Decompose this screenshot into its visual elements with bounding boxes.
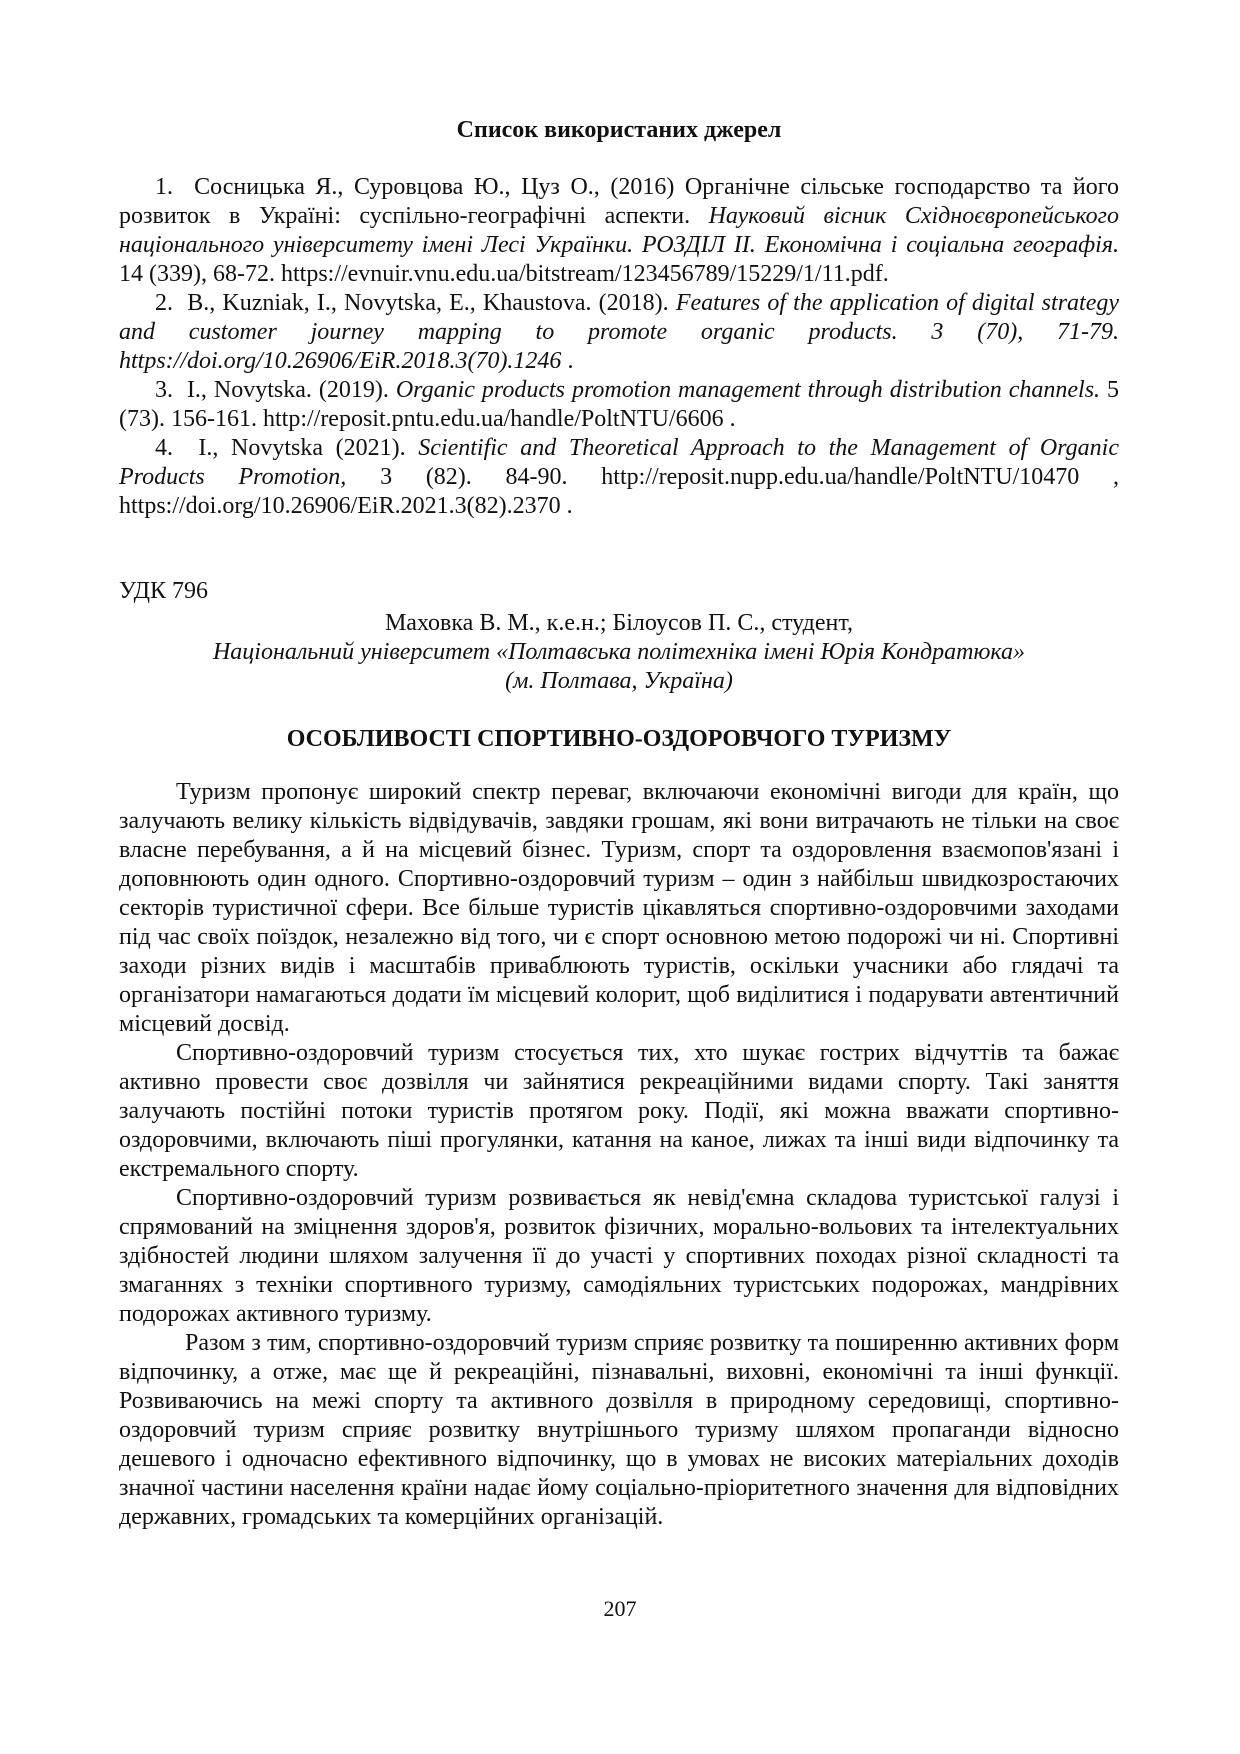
reference-text: I., Novytska. (2019). bbox=[186, 377, 396, 403]
reference-source: Features of the application of digital strategy and customer journey mapping to promote organic products. 3 (70), 71-79. https://doi.org/10.26906/EiR.2018.3(70).1246 bbox=[119, 290, 1120, 374]
article-location: (м. Полтава, Україна) bbox=[505, 668, 733, 694]
reference-number: 3. bbox=[155, 377, 173, 403]
references-list bbox=[119, 173, 1119, 521]
article-authors: Маховка В. М., к.е.н.; Білоусов П. С., студент, bbox=[384, 610, 854, 636]
reference-number: 4. bbox=[155, 435, 173, 461]
reference-source: Науковий вісник Східноєвропейського національного університету імені Лесі Українки. РОЗДІЛ ІІ. Економічна і соціальна географія. bbox=[119, 203, 1120, 258]
page-number: 207 bbox=[603, 1596, 637, 1621]
reference-source: Scientific and Theoretical Approach to the Management of Organic Products Promotion, bbox=[119, 435, 1120, 490]
reference-source: Organic products promotion management through distribution channels. bbox=[395, 377, 1101, 403]
reference-number: 1. bbox=[155, 174, 173, 200]
article-title: ОСОБЛИВОСТІ СПОРТИВНО-ОЗДОРОВЧОГО ТУРИЗМУ bbox=[286, 726, 952, 752]
body-paragraph: Разом з тим, спортивно-оздоровчий туризм сприяє розвитку та поширенню активних форм відпочинку, а отже, має ще й рекреаційні, пізнавальні, виховні, економічні та інші функції. Розвиваючись на межі спорту та активного дозвілля в природному середовищі, спортивно-оздоровчий туризм сприяє розвитку внутрішнього туризму шляхом пропаганди відносно дешевого і одночасно ефективного відпочинку, що в умовах не високих матеріальних доходів значної частини населення країни надає йому соціально-пріоритетного значення для відповідних державних, громадських та комерційних організацій. bbox=[119, 1330, 1119, 1530]
reference-details: 3 (82). 84-90. http://reposit.nupp.edu.ua/handle/PoltNTU/10470 , https://doi.org/10.26906/EiR.2021.3(82).2370 . bbox=[119, 464, 1120, 519]
reference-item bbox=[119, 289, 1119, 376]
reference-text: I., Novytska (2021). bbox=[198, 435, 419, 461]
reference-item bbox=[119, 376, 1119, 434]
reference-details: 14 (339), 68-72. https://evnuir.vnu.edu.ua/bitstream/123456789/15229/1/11.pdf. bbox=[119, 261, 889, 287]
udc-code: УДК 796 bbox=[119, 578, 208, 604]
body-paragraph: Спортивно-оздоровчий туризм розвивається як невід'ємна складова туристської галузі і спрямований на зміцнення здоров'я, розвиток фізичних, морально-вольових та інтелектуальних здібностей людини шляхом залучення її до участі у спортивних походах різної складності та змаганнях з техніки спортивного туризму, самодіяльних туристських подорожах, мандрівних подорожах активного туризму. bbox=[119, 1185, 1119, 1327]
reference-text: Сосницька Я., Суровцова Ю., Цуз О., (2016) Органічне сільське господарство та його розвиток в Україні: суспільно-географічні аспекти. bbox=[119, 174, 1120, 229]
reference-item bbox=[119, 173, 1119, 289]
reference-text: B., Kuzniak, I., Novytska, E., Khaustova. (2018). bbox=[187, 290, 676, 316]
article-body bbox=[119, 778, 1119, 1532]
references-title: Список використаних джерел bbox=[456, 117, 782, 143]
reference-number: 2. bbox=[155, 290, 173, 316]
reference-details: . bbox=[561, 348, 574, 374]
body-paragraph: Туризм пропонує широкий спектр переваг, включаючи економічні вигоди для країн, що залучають велику кількість відвідувачів, завдяки грошам, які вони витрачають не тільки на своє власне перебування, а й на місцевий бізнес. Туризм, спорт та оздоровлення взаємопов'язані і доповнюють один одного. Спортивно-оздоровчий туризм – один з найбільш швидкозростаючих секторів туристичної сфери. Все більше туристів цікавляться спортивно-оздоровчими заходами під час своїх поїздок, незалежно від того, чи є спорт основною метою подорожі чи ні. Спортивні заходи різних видів і масштабів приваблюють туристів, оскільки учасники або глядачі та організатори намагаються додати їм місцевий колорит, щоб виділитися і подарувати автентичний місцевий досвід. bbox=[119, 779, 1119, 1037]
article-affiliation: Національний університет «Полтавська політехніка імені Юрія Кондратюка» bbox=[212, 639, 1026, 665]
reference-item bbox=[119, 434, 1119, 521]
reference-details: 5 (73). 156-161. http://reposit.pntu.edu.ua/handle/PoltNTU/6606 . bbox=[119, 377, 1119, 432]
page-content bbox=[119, 116, 1119, 1532]
body-paragraph: Спортивно-оздоровчий туризм стосується тих, хто шукає гострих відчуттів та бажає активно провести своє дозвілля чи зайнятися рекреаційними видами спорту. Такі заняття залучають постійні потоки туристів протягом року. Події, які можна вважати спортивно-оздоровчими, включають піші прогулянки, катання на каное, лижах та інші види відпочинку та екстремального спорту. bbox=[119, 1040, 1119, 1182]
